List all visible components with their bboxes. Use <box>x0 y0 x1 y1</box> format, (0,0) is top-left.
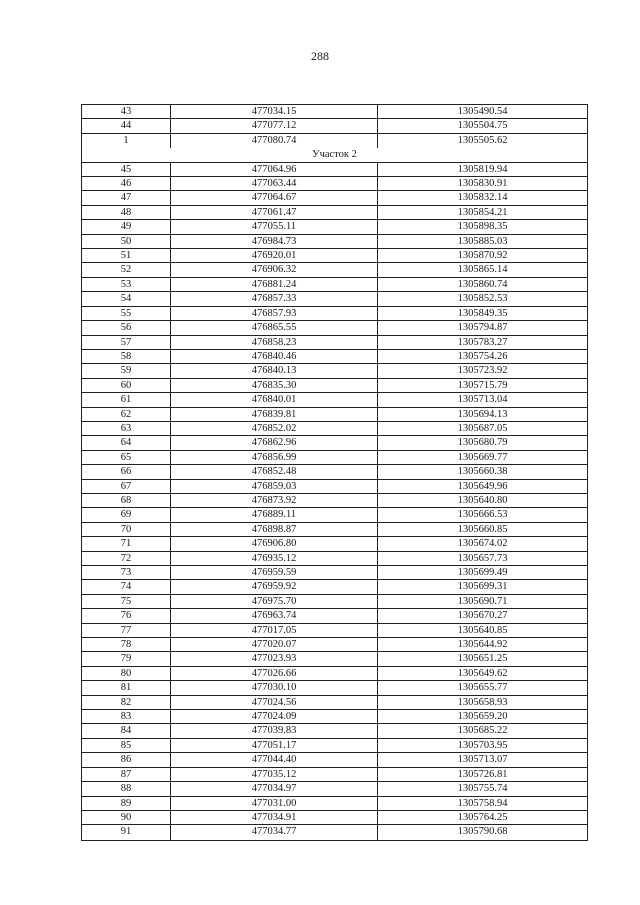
y-coordinate-cell: 1305651.25 <box>457 653 508 665</box>
y-coordinate-cell: 1305685.22 <box>457 725 508 737</box>
point-number-cell: 47 <box>82 191 171 204</box>
x-coordinate-cell: 477044.40 <box>171 753 378 766</box>
x-coordinate-cell: 477024.56 <box>171 696 378 709</box>
y-coordinate-cell: 1305690.71 <box>457 595 508 607</box>
section-header-row <box>82 148 587 162</box>
x-coordinate-cell: 476975.70 <box>171 595 378 608</box>
y-coordinate-cell: 1305794.87 <box>457 322 508 334</box>
x-coordinate-cell: 476840.46 <box>171 350 378 363</box>
table-row <box>82 624 587 638</box>
y-coordinate-cell: 1305699.49 <box>457 567 508 578</box>
point-number-cell: 90 <box>82 811 171 824</box>
point-number-cell: 85 <box>82 739 171 752</box>
point-number-cell: 84 <box>82 724 171 737</box>
point-number-cell: 65 <box>82 451 171 464</box>
x-coordinate-cell: 476959.92 <box>171 580 378 593</box>
table-row <box>82 552 587 566</box>
x-coordinate-cell: 477064.96 <box>171 163 378 176</box>
table-row <box>82 609 587 623</box>
y-coordinate-cell: 1305660.85 <box>457 523 508 535</box>
x-coordinate-cell: 477039.83 <box>171 724 378 737</box>
y-coordinate-cell: 1305640.80 <box>457 494 508 506</box>
y-coordinate-cell: 1305713.04 <box>457 394 508 406</box>
rows-before-section <box>82 105 587 148</box>
point-number-cell: 86 <box>82 753 171 766</box>
y-coordinate-cell: 1305764.25 <box>457 811 508 823</box>
x-coordinate-cell: 477051.17 <box>171 739 378 752</box>
table-row <box>82 263 587 277</box>
y-coordinate-cell: 1305870.92 <box>457 250 508 262</box>
point-number-cell: 1 <box>82 134 171 148</box>
point-number-cell: 58 <box>82 350 171 363</box>
y-coordinate-cell: 1305644.92 <box>457 639 508 651</box>
table-row <box>82 336 587 350</box>
y-coordinate-cell: 1305670.27 <box>457 610 508 622</box>
x-coordinate-cell: 476852.48 <box>171 465 378 478</box>
point-number-cell: 71 <box>82 537 171 550</box>
y-coordinate-cell: 1305849.35 <box>457 307 508 319</box>
x-coordinate-cell: 477017.05 <box>171 624 378 637</box>
y-coordinate-cell: 1305649.62 <box>457 667 508 679</box>
x-coordinate-cell: 476873.92 <box>171 494 378 507</box>
coordinates-table <box>81 104 588 841</box>
y-coordinate-cell: 1305666.53 <box>457 509 508 521</box>
x-coordinate-cell: 476857.93 <box>171 307 378 320</box>
point-number-cell: 61 <box>82 393 171 406</box>
point-number-cell: 45 <box>82 163 171 176</box>
point-number-cell: 56 <box>82 321 171 334</box>
table-row <box>82 364 587 378</box>
y-coordinate-cell: 1305715.79 <box>457 379 508 391</box>
point-number-cell: 80 <box>82 667 171 680</box>
x-coordinate-cell: 476840.01 <box>171 393 378 406</box>
point-number-cell: 66 <box>82 465 171 478</box>
x-coordinate-cell: 476862.96 <box>171 436 378 449</box>
y-coordinate-cell: 1305832.14 <box>457 192 508 204</box>
x-coordinate-cell: 477031.00 <box>171 797 378 810</box>
point-number-cell: 69 <box>82 508 171 521</box>
y-coordinate-cell: 1305505.62 <box>457 134 508 146</box>
table-row <box>82 235 587 249</box>
point-number-cell: 52 <box>82 263 171 276</box>
x-coordinate-cell: 476935.12 <box>171 552 378 565</box>
y-coordinate-cell: 1305649.96 <box>457 480 508 492</box>
table-row <box>82 350 587 364</box>
table-row <box>82 724 587 738</box>
x-coordinate-cell: 476898.87 <box>171 523 378 536</box>
y-coordinate-cell: 1305669.77 <box>457 451 508 463</box>
y-coordinate-cell: 1305699.31 <box>457 581 508 593</box>
table-row <box>82 465 587 479</box>
x-coordinate-cell: 477077.12 <box>171 119 378 132</box>
x-coordinate-cell: 476852.02 <box>171 422 378 435</box>
table-row <box>82 768 587 782</box>
table-row <box>82 119 587 133</box>
x-coordinate-cell: 477034.77 <box>171 825 378 839</box>
table-row <box>82 408 587 422</box>
y-coordinate-cell: 1305657.73 <box>457 552 508 564</box>
x-coordinate-cell: 476889.11 <box>171 508 378 521</box>
point-number-cell: 68 <box>82 494 171 507</box>
x-coordinate-cell: 476865.55 <box>171 321 378 334</box>
y-coordinate-cell: 1305504.75 <box>457 120 508 132</box>
point-number-cell: 62 <box>82 408 171 421</box>
x-coordinate-cell: 477034.15 <box>171 105 378 118</box>
x-coordinate-cell: 476859.03 <box>171 480 378 493</box>
table-row <box>82 206 587 220</box>
x-coordinate-cell: 476963.74 <box>171 609 378 622</box>
table-row <box>82 451 587 465</box>
point-number-cell: 87 <box>82 768 171 781</box>
table-row <box>82 638 587 652</box>
section-title: Участок 2 <box>312 149 357 161</box>
table-row <box>82 797 587 811</box>
point-number-cell: 75 <box>82 595 171 608</box>
y-coordinate-cell: 1305898.35 <box>457 221 508 233</box>
y-coordinate-cell: 1305885.03 <box>457 235 508 247</box>
table-row <box>82 739 587 753</box>
y-coordinate-cell: 1305852.53 <box>457 293 508 305</box>
point-number-cell: 73 <box>82 566 171 579</box>
x-coordinate-cell: 476840.13 <box>171 364 378 377</box>
table-row <box>82 825 587 839</box>
x-coordinate-cell: 476857.33 <box>171 292 378 305</box>
table-row <box>82 163 587 177</box>
table-row <box>82 292 587 306</box>
table-row <box>82 523 587 537</box>
point-number-cell: 76 <box>82 609 171 622</box>
x-coordinate-cell: 477080.74 <box>171 134 378 148</box>
table-row <box>82 494 587 508</box>
table-row <box>82 220 587 234</box>
y-coordinate-cell: 1305674.02 <box>457 538 508 550</box>
y-coordinate-cell: 1305703.95 <box>457 739 508 751</box>
table-row <box>82 595 587 609</box>
table-row <box>82 307 587 321</box>
point-number-cell: 46 <box>82 177 171 190</box>
point-number-cell: 78 <box>82 638 171 651</box>
x-coordinate-cell: 476920.01 <box>171 249 378 262</box>
point-number-cell: 53 <box>82 278 171 291</box>
table-row <box>82 696 587 710</box>
point-number-cell: 72 <box>82 552 171 565</box>
point-number-cell: 59 <box>82 364 171 377</box>
x-coordinate-cell: 476881.24 <box>171 278 378 291</box>
table-row <box>82 537 587 551</box>
point-number-cell: 50 <box>82 235 171 248</box>
y-coordinate-cell: 1305758.94 <box>457 797 508 809</box>
x-coordinate-cell: 477034.91 <box>171 811 378 824</box>
rows-after-section <box>82 163 587 840</box>
table-row <box>82 177 587 191</box>
x-coordinate-cell: 477064.67 <box>171 191 378 204</box>
y-coordinate-cell: 1305723.92 <box>457 365 508 377</box>
y-coordinate-cell: 1305819.94 <box>457 163 508 175</box>
y-coordinate-cell: 1305790.68 <box>457 826 508 838</box>
y-coordinate-cell: 1305490.54 <box>457 106 508 117</box>
table-row <box>82 278 587 292</box>
y-coordinate-cell: 1305754.26 <box>457 350 508 362</box>
point-number-cell: 88 <box>82 782 171 795</box>
x-coordinate-cell: 477035.12 <box>171 768 378 781</box>
point-number-cell: 81 <box>82 681 171 694</box>
y-coordinate-cell: 1305783.27 <box>457 336 508 348</box>
table-row <box>82 134 587 148</box>
x-coordinate-cell: 476959.59 <box>171 566 378 579</box>
x-coordinate-cell: 476839.81 <box>171 408 378 421</box>
table-row <box>82 753 587 767</box>
table-row <box>82 191 587 205</box>
table-row <box>82 249 587 263</box>
point-number-cell: 51 <box>82 249 171 262</box>
table-row <box>82 480 587 494</box>
point-number-cell: 57 <box>82 336 171 349</box>
table-row <box>82 681 587 695</box>
point-number-cell: 67 <box>82 480 171 493</box>
point-number-cell: 49 <box>82 220 171 233</box>
point-number-cell: 64 <box>82 436 171 449</box>
point-number-cell: 74 <box>82 580 171 593</box>
x-coordinate-cell: 476835.30 <box>171 379 378 392</box>
table-row <box>82 566 587 580</box>
y-coordinate-cell: 1305755.74 <box>457 783 508 795</box>
x-coordinate-cell: 477024.09 <box>171 710 378 723</box>
x-coordinate-cell: 476856.99 <box>171 451 378 464</box>
y-coordinate-cell: 1305726.81 <box>457 768 508 780</box>
x-coordinate-cell: 477030.10 <box>171 681 378 694</box>
x-coordinate-cell: 476984.73 <box>171 235 378 248</box>
table-row <box>82 422 587 436</box>
y-coordinate-cell: 1305640.85 <box>457 624 508 636</box>
y-coordinate-cell: 1305658.93 <box>457 696 508 708</box>
point-number-cell: 70 <box>82 523 171 536</box>
y-coordinate-cell: 1305830.91 <box>457 178 508 190</box>
point-number-cell: 44 <box>82 119 171 132</box>
x-coordinate-cell: 477063.44 <box>171 177 378 190</box>
table-row <box>82 508 587 522</box>
table-row <box>82 667 587 681</box>
point-number-cell: 89 <box>82 797 171 810</box>
table-row <box>82 811 587 825</box>
y-coordinate-cell: 1305694.13 <box>457 408 508 420</box>
table-row <box>82 105 587 119</box>
point-number-cell: 77 <box>82 624 171 637</box>
x-coordinate-cell: 477026.66 <box>171 667 378 680</box>
table-row <box>82 710 587 724</box>
table-row <box>82 321 587 335</box>
y-coordinate-cell: 1305854.21 <box>457 206 508 218</box>
x-coordinate-cell: 477034.97 <box>171 782 378 795</box>
y-coordinate-cell: 1305687.05 <box>457 422 508 434</box>
point-number-cell: 60 <box>82 379 171 392</box>
point-number-cell: 82 <box>82 696 171 709</box>
table-row <box>82 580 587 594</box>
point-number-cell: 91 <box>82 825 171 839</box>
y-coordinate-cell: 1305713.07 <box>457 754 508 766</box>
y-coordinate-cell: 1305865.14 <box>457 264 508 276</box>
point-number-cell: 48 <box>82 206 171 219</box>
table-row <box>82 436 587 450</box>
point-number-cell: 83 <box>82 710 171 723</box>
table-row <box>82 782 587 796</box>
x-coordinate-cell: 476906.32 <box>171 263 378 276</box>
point-number-cell: 63 <box>82 422 171 435</box>
table-row <box>82 652 587 666</box>
y-coordinate-cell: 1305860.74 <box>457 278 508 290</box>
table-row <box>82 379 587 393</box>
y-coordinate-cell: 1305659.20 <box>457 711 508 723</box>
point-number-cell: 54 <box>82 292 171 305</box>
x-coordinate-cell: 476906.80 <box>171 537 378 550</box>
page-number: 288 <box>311 49 329 63</box>
x-coordinate-cell: 477020.07 <box>171 638 378 651</box>
point-number-cell: 55 <box>82 307 171 320</box>
y-coordinate-cell: 1305660.38 <box>457 466 508 478</box>
point-number-cell: 79 <box>82 652 171 665</box>
x-coordinate-cell: 477061.47 <box>171 206 378 219</box>
y-coordinate-cell: 1305680.79 <box>457 437 508 449</box>
y-coordinate-cell: 1305655.77 <box>457 682 508 694</box>
table-row <box>82 393 587 407</box>
x-coordinate-cell: 476858.23 <box>171 336 378 349</box>
point-number-cell: 43 <box>82 105 171 118</box>
x-coordinate-cell: 477055.11 <box>171 220 378 233</box>
x-coordinate-cell: 477023.93 <box>171 652 378 665</box>
